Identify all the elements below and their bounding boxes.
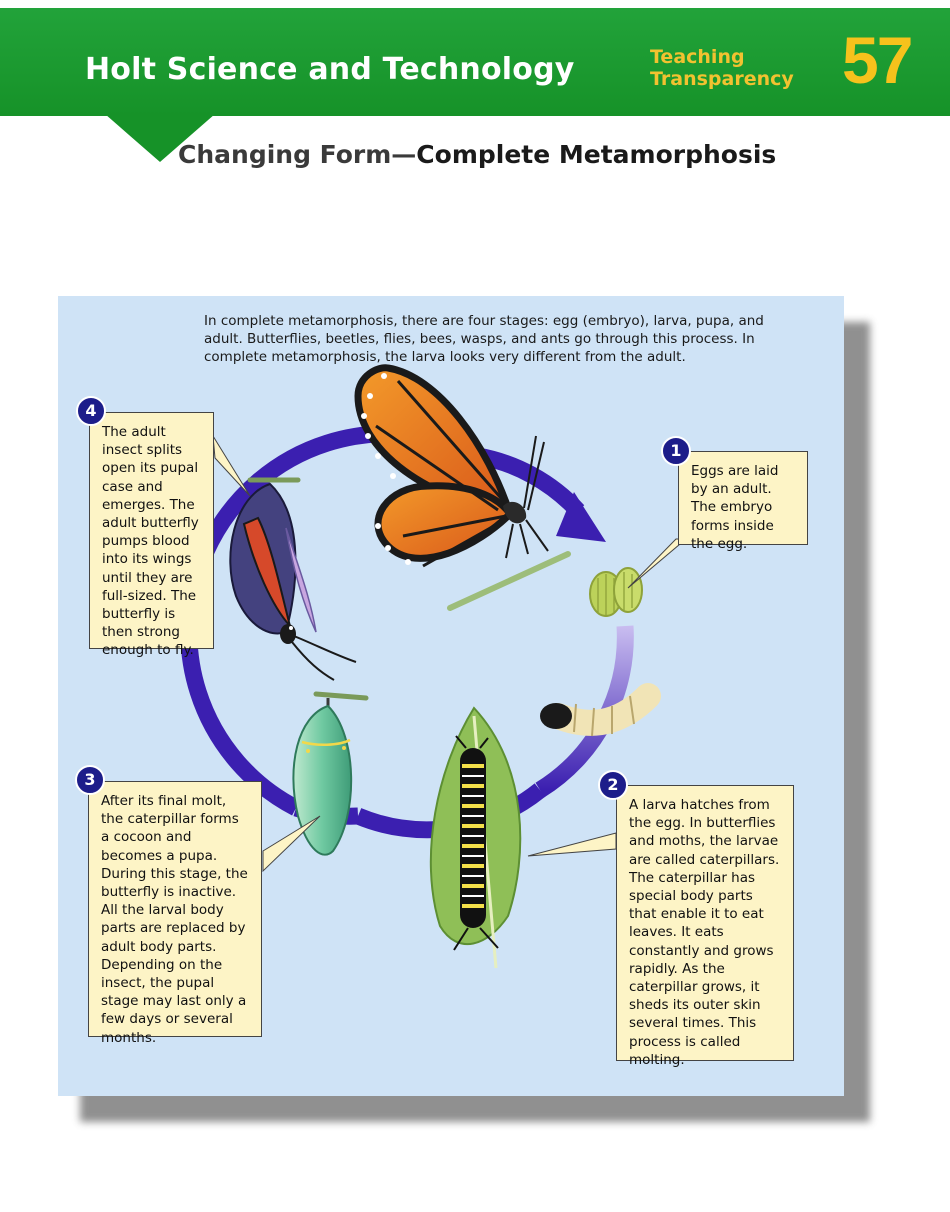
young-larva-icon [540,696,648,736]
stage-2-badge: 2 [598,770,628,800]
title-dash: — [391,140,417,169]
emerging-butterfly-icon [230,480,356,680]
stage-3-note [88,781,262,1046]
stage-4-note [89,412,214,659]
transparency-line1: Teaching [650,46,745,68]
stage-3-badge: 3 [75,765,105,795]
transparency-line2: Transparency [650,68,794,90]
monarch-butterfly-icon [358,368,568,608]
stage-1-badge: 1 [661,436,691,466]
caterpillar-on-leaf-icon [431,708,520,968]
egg-pair-icon [590,568,642,616]
title-part2: Complete Metamorphosis [416,140,777,169]
brand-title: Holt Science and Technology [85,52,575,87]
stage-4-text: The adult insect splits open its pupal case and emerges. The adult butterfly pumps blood into its wings until they are full-sized. The butterfly is then strong enough to fly. [102,424,199,659]
transparency-label [650,46,794,90]
stage-1-text: Eggs are laid by an adult. The embryo forms inside the egg. [691,463,779,552]
intro-text: In complete metamorphosis, there are four stages: egg (embryo), larva, pupa, and adult. Butterflies, beetles, flies, bees, wasps, and ants go through this process. In complete metamorphosis, the larva looks very different from the adult. [204,313,764,365]
stage-2-text: A larva hatches from the egg. In butterflies and moths, the larvae are called caterpillars. The caterpillar has special body parts that enable it to eat leaves. It eats constantly and grows rapidly. As the caterpillar grows, it sheds its outer skin several times. This process is called molting. [629,797,780,1068]
stage-1-note [678,451,808,552]
title-part1: Changing Form [178,140,392,169]
transparency-number: 57 [842,23,912,97]
stage-3-text: After its final molt, the caterpillar forms a cocoon and becomes a pupa. During this stage, the butterfly is inactive. All the larval body parts are replaced by adult body parts. Depending on the insect, the pupal stage may last only a few days or several months. [101,793,248,1046]
stage-4-badge: 4 [76,396,106,426]
page-title [178,140,776,169]
stage-2-note [616,785,794,1068]
